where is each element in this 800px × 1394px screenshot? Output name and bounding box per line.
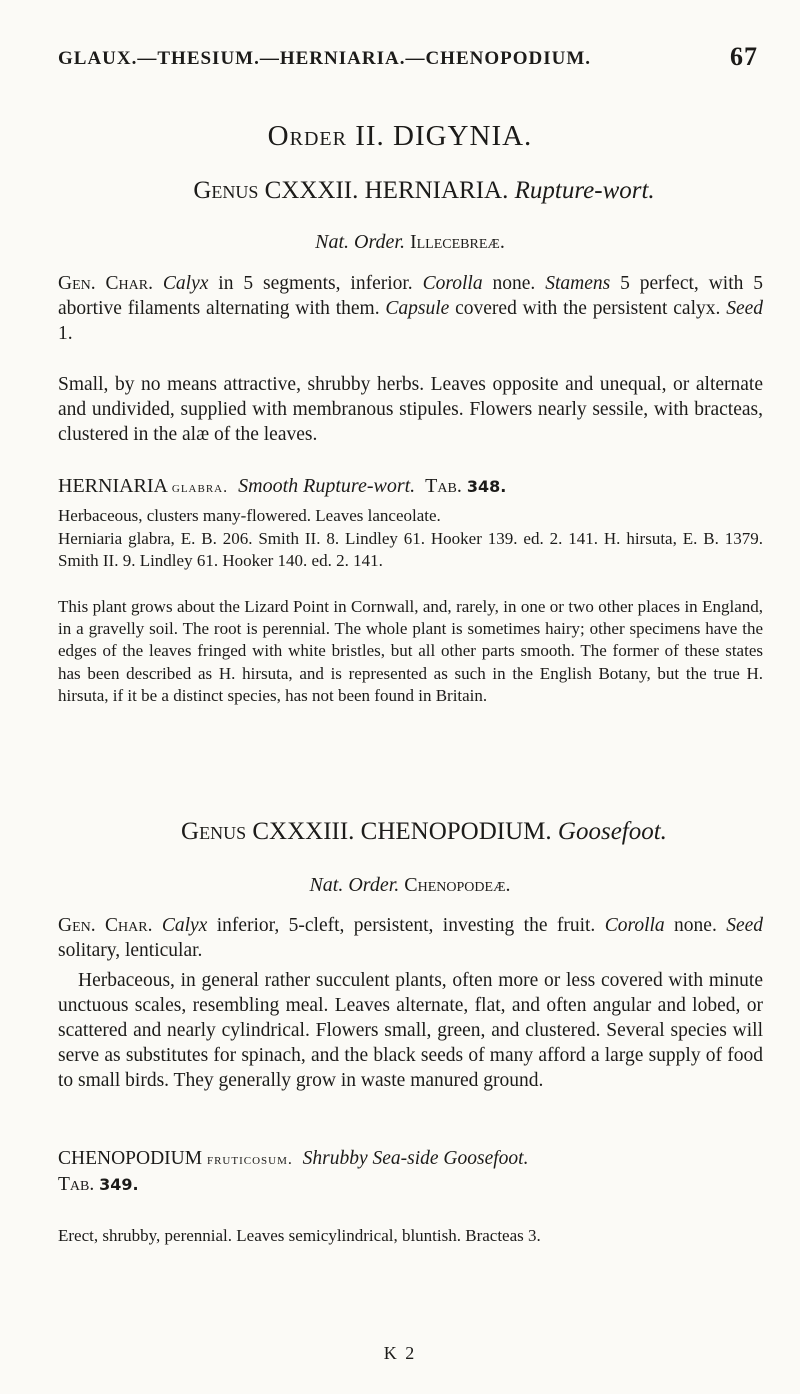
page-number: 67 <box>730 42 758 71</box>
description-chenopodium: Herbaceous, in general rather succulent plants, often more or less covered with minute unctuous scales, resembling meal. Leaves alternate, flat, and often angular and lobed, or scattered and nearly cylindrical. Flowers small, green, and clustered. Several species will serve as substitutes for spinach, and the black seeds of many afford a large supply of food to small birds. They generally grow in waste manured ground. <box>58 970 763 1091</box>
gen-char-herniaria: Gen. Char. Calyx in 5 segments, inferior. Corolla none. Stamens 5 perfect, with 5 abortive filaments alternating with them. Capsule covered with the persistent calyx. Seed 1. <box>58 273 764 344</box>
notes-herniaria-glabra: This plant grows about the Lizard Point in Cornwall, and, rarely, in one or two other places in England, in a gravelly soil. The root is perennial. The whole plant is sometimes hairy; other specimens have the edges of the leaves fringed with white bristles, but all other parts smooth. The former of these states has been described as H. hirsuta, and is represented as such in the English Botany, but the true H. hirsuta, if it be a distinct species, has not been found in Britain. <box>58 597 763 705</box>
gen-char-chenopodium: Gen. Char. Calyx inferior, 5-cleft, persistent, investing the fruit. Corolla none. Seed solitary, lenticular. <box>58 915 764 961</box>
running-title: GLAUX.—THESIUM.—HERNIARIA.—CHENOPODIUM. <box>58 48 592 69</box>
description-herniaria: Small, by no means attractive, shrubby herbs. Leaves opposite and unequal, or alternate and undivided, supplied with membranous stipules. Flowers nearly sessile, with bracteas, clustered in the alæ of the leaves. <box>58 374 763 445</box>
nat-order-herniaria: Nat. Order. Illecebreæ. <box>315 231 505 253</box>
signature-mark: K 2 <box>383 1343 417 1363</box>
species-char-herniaria-glabra: Herbaceous, clusters many-flowered. Leaves lanceolate. <box>58 506 441 525</box>
species-heading-herniaria-glabra: HERNIARIA glabra. Smooth Rupture-wort. Tab. 348. <box>58 475 507 497</box>
genus-heading-chenopodium: Genus CXXXIII. CHENOPODIUM. Goosefoot. <box>181 818 667 845</box>
species-char-chenopodium-fruticosum: Erect, shrubby, perennial. Leaves semicylindrical, bluntish. Bracteas 3. <box>58 1226 541 1245</box>
genus-heading-herniaria: Genus CXXXII. HERNIARIA. Rupture-wort. <box>193 177 655 204</box>
running-head <box>58 42 758 71</box>
synonyms-herniaria-glabra: Herniaria glabra, E. B. 206. Smith II. 8. Lindley 61. Hooker 139. ed. 2. 141. H. hirsuta, E. B. 1379. Smith II. 9. Lindley 61. Hooker 140. ed. 2. 141. <box>58 529 763 571</box>
nat-order-chenopodium: Nat. Order. Chenopodeæ. <box>309 874 511 896</box>
species-heading-chenopodium-fruticosum: CHENOPODIUM fruticosum. Shrubby Sea-side Goosefoot. Tab. 349. <box>58 1148 529 1195</box>
order-heading: Order II. DIGYNIA. <box>267 120 533 152</box>
